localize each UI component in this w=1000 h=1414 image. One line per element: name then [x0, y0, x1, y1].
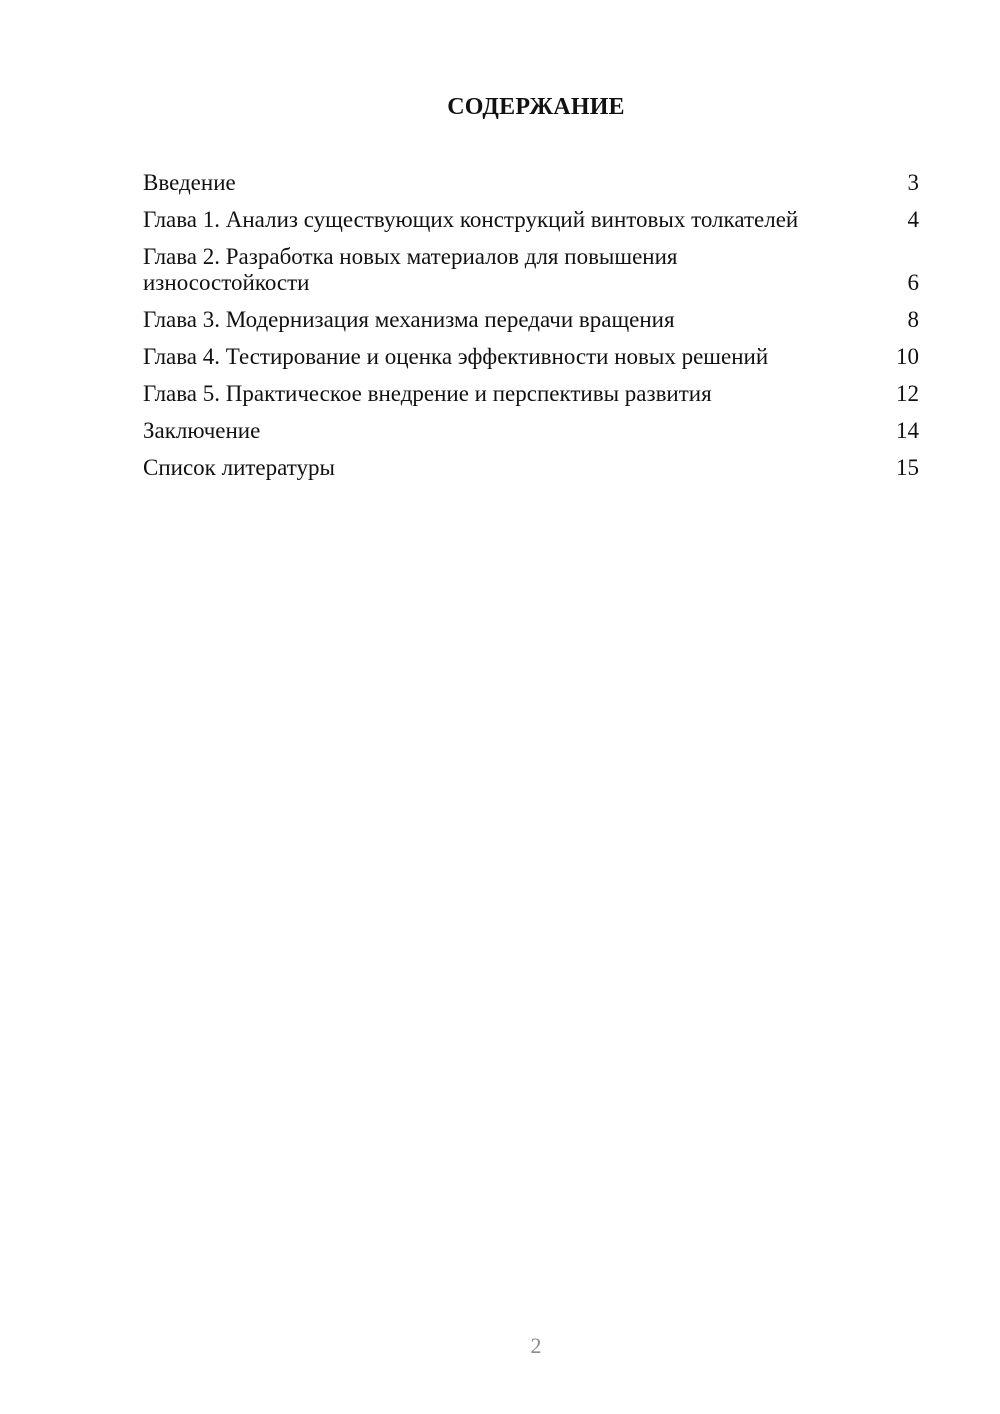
page-title: СОДЕРЖАНИЕ: [447, 94, 625, 120]
toc-entry-page: 12: [896, 381, 919, 406]
toc-entry-chapter-1: [143, 207, 919, 233]
toc-entry-chapter-5: [143, 381, 919, 407]
toc-entry-title: Заключение: [143, 418, 261, 443]
toc-entry-title: Глава 1. Анализ существующих конструкций винтовых толкателей: [143, 207, 799, 232]
toc-entry-title: Глава 3. Модернизация механизма передачи вращения: [143, 307, 675, 332]
toc-entry-page: 3: [907, 170, 919, 195]
toc-entry-page: 10: [896, 344, 919, 369]
toc-entry-page: 8: [907, 307, 919, 332]
toc-entry-title: Список литературы: [143, 455, 335, 480]
toc-entry-title: Введение: [143, 170, 236, 195]
toc-entry-title: Глава 4. Тестирование и оценка эффективности новых решений: [143, 344, 769, 369]
toc-entry-references: [143, 455, 919, 481]
table-of-contents: [143, 170, 919, 492]
toc-entry-conclusion: [143, 418, 919, 444]
toc-entry-page: 6: [907, 270, 919, 295]
page-number: 2: [530, 1333, 542, 1358]
toc-entry-page: 4: [907, 207, 919, 232]
toc-entry-chapter-2: [143, 244, 919, 296]
toc-entry-chapter-4: [143, 344, 919, 370]
toc-entry-page: 14: [896, 418, 919, 443]
toc-entry-title: Глава 2. Разработка новых материалов для повышения износостойкости: [143, 244, 678, 295]
toc-entry-chapter-3: [143, 307, 919, 333]
toc-entry-page: 15: [896, 455, 919, 480]
toc-entry-introduction: [143, 170, 919, 196]
toc-entry-title: Глава 5. Практическое внедрение и перспективы развития: [143, 381, 712, 406]
